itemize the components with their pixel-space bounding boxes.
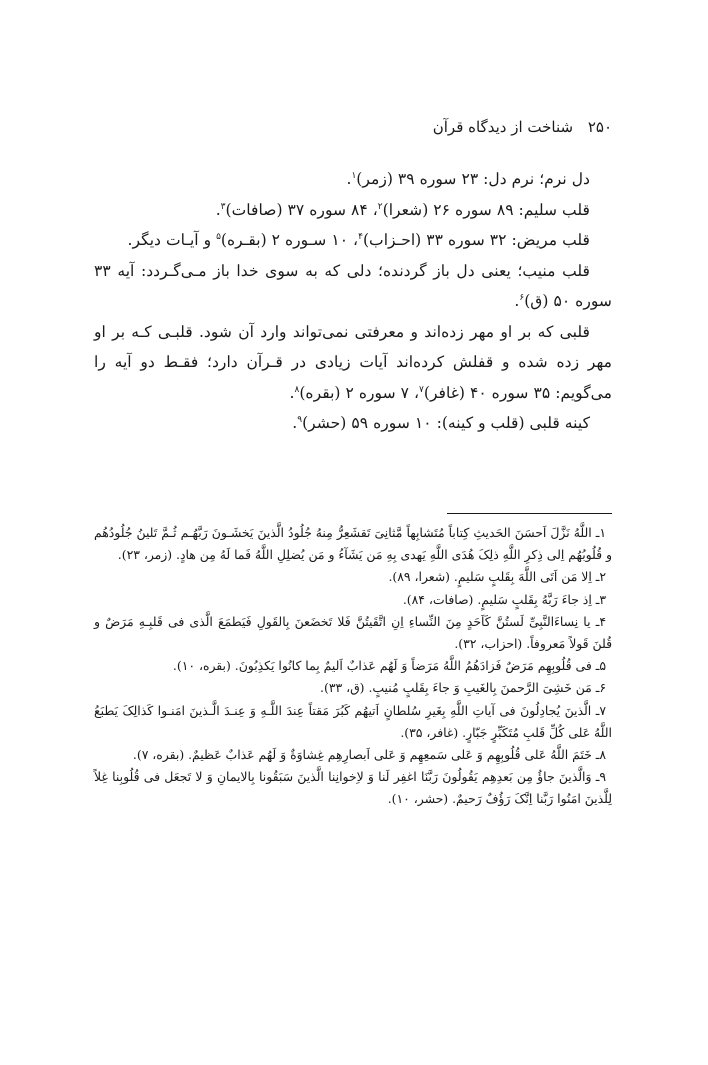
footnote: ۳ـ اِذ جاءَ رَبَّهُ بِقَلبٍ سَلیمٍ. (صافات، ۸۴). [402, 591, 606, 607]
footnote-ref: ۷ [419, 384, 424, 395]
page-number: ۲۵۰ [587, 118, 612, 136]
footnote-ref: ۳ [220, 201, 226, 212]
paragraph: قلب مریض: ۳۲ سوره ۳۳ (احـزاب)$^۴$، ۱۰ سـوره ۲ (بقـره)$^۵$ و آیـات دیگر. [127, 231, 590, 249]
footnote: ۶ـ مَن خَشِیَ الرَّحمنَ بِالغَیبِ وَ جاءَ بِقَلبٍ مُنیبٍ. (ق، ۳۳). [320, 680, 606, 696]
footnote-separator [447, 513, 612, 514]
footnote-ref: ۲ [377, 201, 383, 212]
running-header [92, 118, 612, 136]
footnote-ref: ۴ [358, 231, 363, 242]
footnote-ref: ۵ [216, 231, 221, 242]
paragraph: قلبی که بر او مهر زده‌اند و معرفتی نمی‌تواند وارد آن شود. قلبـی کـه بر او مهر زده شده و قفلش کرده‌اند آیات زیادی در قـرآن دارد؛ فقـط دو آیه را می‌گویم: ۳۵ سوره ۴۰ (غافر)$^۷$، ۷ سوره ۲ (بقره)$^۸$. [94, 322, 612, 402]
main-text [94, 164, 612, 439]
paragraph: قلب منیب؛ یعنی دل باز گردنده؛ دلی که به سوی خدا باز مـی‌گـردد: آیه ۳۳ سوره ۵۰ (ق)$^۶$. [94, 261, 612, 310]
paragraph: دل نرم؛ نرم دل: ۲۳ سوره ۳۹ (زمر)$^۱$. [346, 170, 590, 188]
paragraph: کینه قلبی (قلب و کینه): ۱۰ سوره ۵۹ (حشر)$^۹$. [292, 414, 590, 432]
footnote-ref: ۸ [294, 384, 300, 395]
footnote: ۹ـ وَالَّذینَ جاؤُ مِن بَعدِهِم یَقُولُونَ رَبَّنَا اغفِر لَنا وَ لاِخوانِنا الَّذینَ سَبَقُونا بِالایمانِ وَ لا تَجعَل فی قُلُوبِنا غِلاً لِلَّذینَ امَنُوا رَبَّنا اِنَّکَ رَؤُفٌ رَحیمٌ. (حشر، ۱۰). [94, 769, 612, 807]
running-title: شناخت از دیدگاه قرآن [432, 118, 574, 136]
footnote-ref: ۱ [351, 170, 357, 181]
footnotes [94, 522, 612, 811]
footnote-ref: ۹ [297, 414, 303, 425]
footnote: ۵ـ فی قُلُوبِهِم مَرَضٌ فَزادَهُمُ اللَّهُ مَرَضاً وَ لَهُم عَذابٌ اَلیمٌ بِما کانُوا یَکذِبُونَ. (بقره، ۱۰). [172, 658, 606, 674]
footnote-ref: ۶ [519, 292, 525, 303]
paragraph: قلب سلیم: ۸۹ سوره ۲۶ (شعرا)$^۲$، ۸۴ سوره ۳۷ (صافات)$^۳$. [215, 200, 590, 219]
footnote: ۸ـ خَتَمَ اللَّهُ عَلی قُلُوبِهِم وَ عَلی سَمعِهِم وَ عَلی اَبصارِهِم غِشاوَةٌ وَ لَهُم عَذابٌ عَظیمٌ. (بقره، ۷). [132, 747, 606, 763]
footnote: ۴ـ یا نِساءَ‌النَّبِیِّ لَستُنَّ کَاَحَدٍ مِنَ النِّساءِ اِنِ اتَّقَیتُنَّ فَلا تَخضَعنَ بِالقَولِ فَیَطمَعَ الَّذی فی قَلبِـهِ مَرَضٌ و قُلنَ قَولاً مَعروفاً. (احزاب، ۳۲). [94, 613, 612, 652]
footnote: ۷ـ الَّذینَ یُجادِلُونَ فی آیاتِ اللَّهِ بِغَیرِ سُلطانٍ اَتیهُم کَبُرَ مَقتاً عِندَ اللَّـهِ وَ عِنـدَ الَّـذینَ امَنـوا کَذالِکَ یَطبَعُ اللَّهُ عَلی کُلِّ قَلبِ مُتَکَبِّرٍ جَبّارٍ. (غافر، ۳۵). [94, 702, 612, 740]
footnote: ۲ـ اِلا مَن اَتَی اللَّهَ بِقَلبٍ سَلیمٍ. (شعرا، ۸۹). [388, 569, 606, 585]
footnote: ۱ـ اللَّهُ نَزَّلَ اَحسَنَ الحَدیثِ کِتاباً مُتَشابِهاً مَّثانِیَ تَقشَعِرُّ مِنهُ جُلُودُ الَّذینَ یَخشَـونَ رَبَّهُـم ثُـمَّ تَلینُ جُلُودُهُم و قُلُوبُهُم اِلی ذِکرِ اللَّهِ ذلِکَ هُدَی اللَّهِ یَهدی بِهِ مَن یَشَآءُ و مَن یُضلِلِ اللَّهُ فَما لَهُ مِن هادٍ. (زمر، ۲۳). [94, 525, 612, 563]
